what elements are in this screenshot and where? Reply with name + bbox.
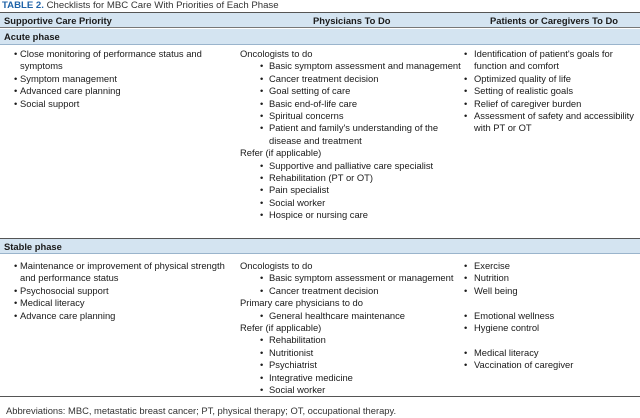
stable-physicians-cell xyxy=(240,260,462,396)
list-item-text: Psychiatrist xyxy=(269,359,317,371)
list-item-text: Relief of caregiver burden xyxy=(474,97,582,109)
list-item-text: Nutrition xyxy=(474,272,509,284)
list-item-text: Medical literacy xyxy=(474,346,539,358)
bullet-icon: • xyxy=(14,72,18,84)
bullet-icon: • xyxy=(260,209,264,221)
list-item xyxy=(14,310,236,322)
column-header-patients: Patients or Caregivers To Do xyxy=(490,15,618,26)
list-item xyxy=(464,285,640,297)
bullet-icon: • xyxy=(464,272,468,284)
list-item xyxy=(240,85,462,97)
list-item-text: Pain specialist xyxy=(269,184,329,196)
list-item xyxy=(240,359,462,371)
section-title-stable: Stable phase xyxy=(4,241,62,252)
list-item xyxy=(240,172,462,184)
list-item xyxy=(464,359,640,371)
bullet-icon: • xyxy=(14,48,18,59)
list-item-text: Exercise xyxy=(474,260,510,271)
table-caption xyxy=(2,0,279,12)
bullet-icon: • xyxy=(464,346,468,358)
section-title-acute: Acute phase xyxy=(4,31,60,42)
bullet-icon: • xyxy=(260,272,264,284)
list-item-text: Basic symptom assessment and management xyxy=(269,60,461,72)
list-item-text: Close monitoring of performance status and symptoms xyxy=(20,48,202,72)
list-item-text: Supportive and palliative care specialist xyxy=(269,159,434,171)
list-item-text: Spiritual concerns xyxy=(269,110,344,122)
group-heading: Oncologists to do xyxy=(240,48,313,59)
group-heading: Oncologists to do xyxy=(240,260,313,271)
list-item xyxy=(240,310,462,322)
list-item-text: Symptom management xyxy=(20,72,117,84)
stable-priorities-cell xyxy=(14,260,236,322)
list-item xyxy=(14,85,236,97)
bullet-icon: • xyxy=(14,260,18,271)
bullet-icon: • xyxy=(260,97,264,109)
list-item xyxy=(14,48,236,73)
list-item-text: Goal setting of care xyxy=(269,85,351,97)
bullet-icon: • xyxy=(260,110,264,122)
list-item xyxy=(240,60,462,72)
bullet-icon: • xyxy=(260,196,264,208)
table-title: Checklists for MBC Care With Priorities of Each Phase xyxy=(46,0,279,11)
list-item-text: Social worker xyxy=(269,384,326,396)
acute-physicians-cell xyxy=(240,48,462,222)
bullet-icon: • xyxy=(464,322,468,334)
list-item-text: Setting of realistic goals xyxy=(474,85,574,97)
list-spacer xyxy=(464,334,640,346)
bullet-icon: • xyxy=(464,309,468,321)
table-footnote: Abbreviations: MBC, metastatic breast cancer; PT, physical therapy; OT, occupational therapy. xyxy=(6,405,397,416)
bullet-icon: • xyxy=(260,85,264,97)
column-header-supportive-care: Supportive Care Priority xyxy=(4,15,112,26)
list-item-text: General healthcare maintenance xyxy=(269,309,406,321)
bullet-icon: • xyxy=(464,85,468,97)
list-item-text: Basic symptom assessment or management xyxy=(269,272,454,284)
bullet-icon: • xyxy=(260,359,264,371)
list-item-text: Hospice or nursing care xyxy=(269,209,369,221)
list-item-text: Social worker xyxy=(269,196,326,208)
list-item-text: Medical literacy xyxy=(20,297,85,309)
bullet-icon: • xyxy=(464,110,468,122)
list-item-text: Well being xyxy=(474,284,518,296)
list-item xyxy=(240,110,462,122)
list-item xyxy=(240,334,462,346)
bullet-icon: • xyxy=(260,72,264,84)
list-item xyxy=(464,322,640,334)
bullet-icon: • xyxy=(260,334,264,346)
section-header-acute xyxy=(0,29,640,45)
bullet-icon: • xyxy=(464,72,468,84)
bullet-icon: • xyxy=(14,297,18,309)
list-item xyxy=(240,272,462,284)
bullet-icon: • xyxy=(260,284,264,296)
list-item-text: Cancer treatment decision xyxy=(269,72,379,84)
acute-patients-cell xyxy=(464,48,640,135)
group-heading: Refer (if applicable) xyxy=(240,322,322,334)
list-item xyxy=(464,260,640,272)
list-spacer xyxy=(464,297,640,309)
list-item xyxy=(464,85,640,97)
list-item-text: Maintenance or improvement of physical strength and performance status xyxy=(20,260,225,284)
list-item-text: Optimized quality of life xyxy=(474,72,571,84)
list-item-text: Advance care planning xyxy=(20,309,116,321)
list-item-text: Emotional wellness xyxy=(474,309,555,321)
list-item-text: Identification of patient's goals for function and comfort xyxy=(474,48,613,72)
list-item xyxy=(240,197,462,209)
list-item xyxy=(240,98,462,110)
list-item xyxy=(14,260,236,285)
list-item-text: Patient and family's understanding of the disease and treatment xyxy=(269,122,439,146)
list-item-text: Psychosocial support xyxy=(20,284,109,296)
column-header-physicians: Physicians To Do xyxy=(313,15,391,26)
list-item xyxy=(464,98,640,110)
list-item-text: Rehabilitation (PT or OT) xyxy=(269,172,374,184)
list-item xyxy=(240,285,462,297)
stable-patients-cell xyxy=(464,260,640,372)
list-item xyxy=(14,98,236,110)
list-item xyxy=(464,73,640,85)
bullet-icon: • xyxy=(464,260,468,271)
list-item xyxy=(240,347,462,359)
section-header-stable xyxy=(0,238,640,254)
bullet-icon: • xyxy=(464,48,468,59)
bullet-icon: • xyxy=(260,122,264,134)
list-item xyxy=(240,122,462,147)
list-item-text: Integrative medicine xyxy=(269,371,353,383)
list-item xyxy=(240,384,462,396)
list-item xyxy=(464,110,640,135)
bullet-icon: • xyxy=(260,309,264,321)
list-item xyxy=(464,272,640,284)
list-item xyxy=(240,73,462,85)
bullet-icon: • xyxy=(14,284,18,296)
group-heading: Refer (if applicable) xyxy=(240,147,322,159)
bullet-icon: • xyxy=(464,359,468,371)
bullet-icon: • xyxy=(14,97,18,109)
list-item-text: Nutritionist xyxy=(269,346,314,358)
list-item xyxy=(240,160,462,172)
column-header-row xyxy=(0,12,640,28)
list-item xyxy=(240,209,462,221)
acute-priorities-cell xyxy=(14,48,236,110)
list-item-text: Advanced care planning xyxy=(20,85,121,97)
bullet-icon: • xyxy=(260,159,264,171)
bullet-icon: • xyxy=(14,85,18,97)
list-item-text: Assessment of safety and accessibility with PT or OT xyxy=(474,110,634,134)
list-item-text: Social support xyxy=(20,97,80,109)
list-item xyxy=(464,48,640,73)
list-item xyxy=(464,347,640,359)
list-item xyxy=(240,372,462,384)
list-item-text: Hygiene control xyxy=(474,322,540,334)
group-heading: Primary care physicians to do xyxy=(240,297,363,309)
bullet-icon: • xyxy=(464,284,468,296)
bullet-icon: • xyxy=(260,371,264,383)
table-bottom-rule xyxy=(0,396,640,397)
list-item-text: Rehabilitation xyxy=(269,334,326,346)
bullet-icon: • xyxy=(260,60,264,72)
list-item-text: Vaccination of caregiver xyxy=(474,359,574,371)
bullet-icon: • xyxy=(464,97,468,109)
bullet-icon: • xyxy=(260,172,264,184)
list-item xyxy=(14,73,236,85)
bullet-icon: • xyxy=(260,184,264,196)
table-number: TABLE 2. xyxy=(2,0,44,11)
list-item-text: Cancer treatment decision xyxy=(269,284,379,296)
list-item-text: Basic end-of-life care xyxy=(269,97,358,109)
list-item xyxy=(14,297,236,309)
bullet-icon: • xyxy=(14,309,18,321)
bullet-icon: • xyxy=(260,346,264,358)
list-item xyxy=(464,310,640,322)
list-item xyxy=(240,184,462,196)
bullet-icon: • xyxy=(260,384,264,396)
list-item xyxy=(14,285,236,297)
